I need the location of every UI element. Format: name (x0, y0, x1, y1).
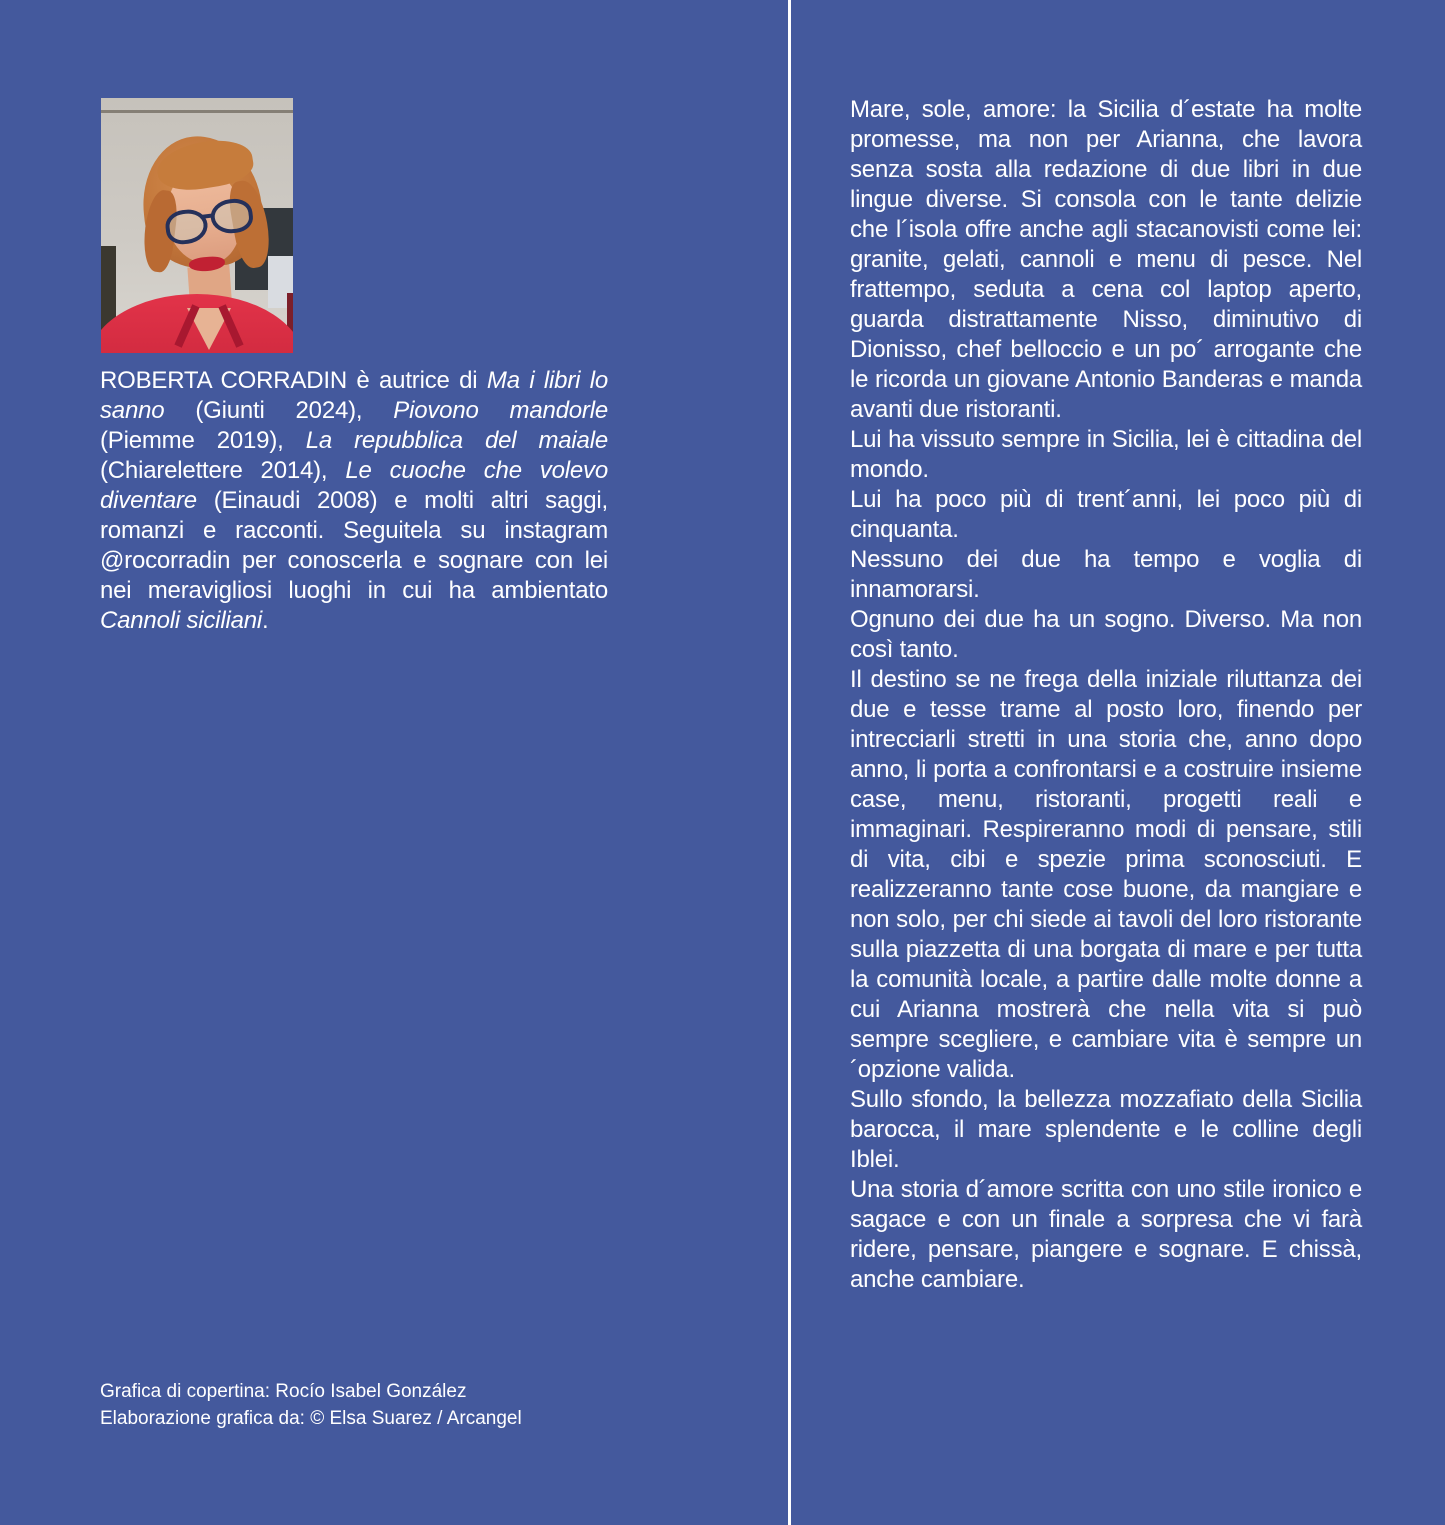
book-title: Ma i libri lo sanno (100, 367, 609, 424)
photo-lens-right (209, 197, 255, 236)
bio-text: . (262, 607, 269, 634)
bio-text: (Giunti 2024), (164, 397, 394, 424)
bio-text: ROBERTA CORRADIN è autrice di (100, 367, 487, 394)
paragraph: Grafica di copertina: Rocío Isabel González (100, 1381, 467, 1402)
book-title: Piovono mandorle (393, 397, 608, 424)
photo-ceiling-line (101, 110, 293, 113)
author-photo (101, 98, 293, 353)
paragraph: Lui ha vissuto sempre in Sicilia, lei è cittadina del mondo. (850, 426, 1362, 483)
paragraph: Sullo sfondo, la bellezza mozzafiato della Sicilia barocca, il mare splendente e le colline degli Iblei. (850, 1086, 1362, 1173)
paragraph: Il destino se ne frega della iniziale riluttanza dei due e tesse trame al posto loro, finendo per intrecciarli stretti in una storia che, anno dopo anno, li porta a confrontarsi e a costruire insieme case, menu, ristoranti, progetti reali e immaginari. Respireranno modi di pensare, stili di vita, cibi e spezie prima sconosciuti. E realizzeranno tante cose buone, da mangiare e non solo, per chi siede ai tavoli del loro ristorante sulla piazzetta di una borgata di mare e per tutta la comunità locale, a partire dalle molte donne a cui Arianna mostrerà che nella vita si può sempre scegliere, e cambiare vita è sempre un´opzione valida. (850, 666, 1362, 1083)
paragraph: Ognuno dei due ha un sogno. Diverso. Ma non così tanto. (850, 606, 1362, 663)
author-bio (100, 366, 608, 636)
paragraph: Una storia d´amore scritta con uno stile ironico e sagace e con un finale a sorpresa che vi farà ridere, pensare, piangere e sognare. E chissà, anche cambiare. (850, 1176, 1362, 1293)
paragraph: Mare, sole, amore: la Sicilia d´estate ha molte promesse, ma non per Arianna, che lavora senza sosta alla redazione di due libri in due lingue diverse. Si consola con le tante delizie che l´isola offre anche agli stacanovisti come lei: granite, gelati, cannoli e menu di pesce. Nel frattempo, seduta a cena col laptop aperto, guarda distrattamente Nisso, diminutivo di Dionisso, chef belloccio e un po´ arrogante che le ricorda un giovane Antonio Banderas e manda avanti due ristoranti. (850, 96, 1362, 423)
book-title: Le cuoche che volevo diventare (100, 457, 608, 514)
book-title: Cannoli siciliani (100, 607, 263, 634)
book-synopsis (850, 95, 1362, 1295)
back-flap-right-panel (791, 0, 1445, 1525)
bio-text: (Piemme 2019), (100, 427, 306, 454)
paragraph: Elaborazione grafica da: © Elsa Suarez / Arcangel (100, 1408, 522, 1429)
book-title: La repubblica del maiale (305, 427, 608, 454)
bio-text: (Chiarelettere 2014), (100, 457, 346, 484)
paragraph: Lui ha poco più di trent´anni, lei poco più di cinquanta. (850, 486, 1362, 543)
cover-credits (100, 1378, 660, 1432)
paragraph: Nessuno dei due ha tempo e voglia di innamorarsi. (850, 546, 1362, 603)
bio-text: (Einaudi 2008) e molti altri saggi, romanzi e racconti. Seguitela su instagram @rocorradin per conoscerla e sognare con lei nei meravigliosi luoghi in cui ha ambientato (100, 487, 608, 604)
